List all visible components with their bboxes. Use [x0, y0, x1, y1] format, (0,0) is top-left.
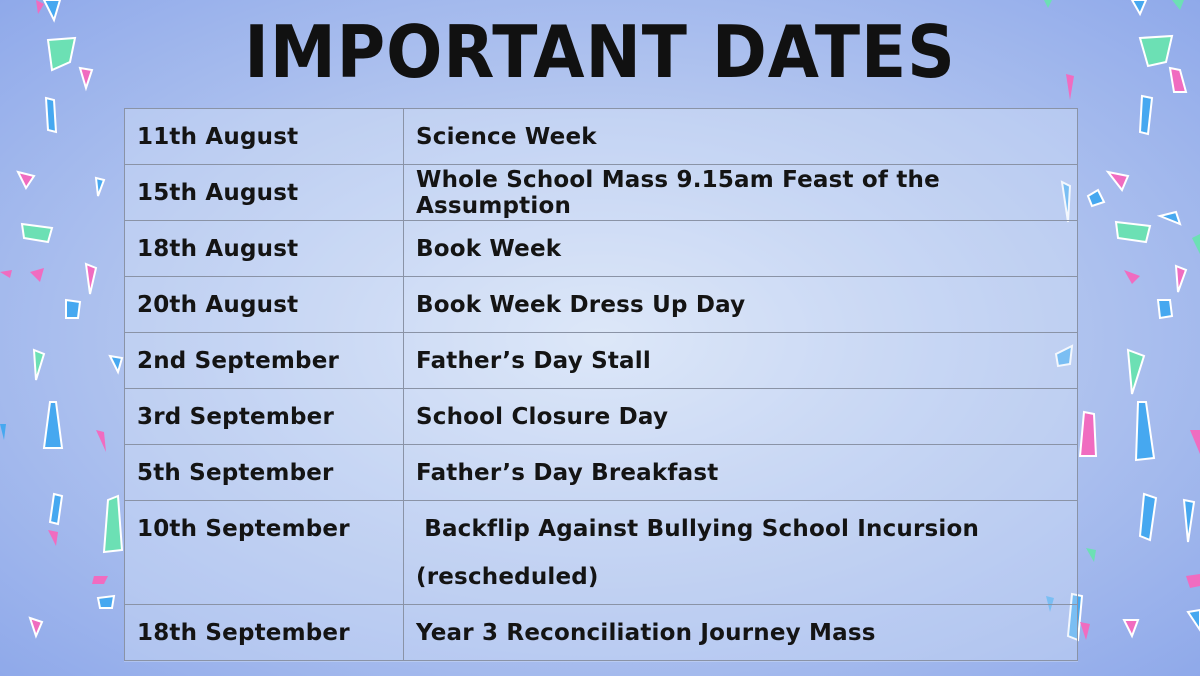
date-cell: 10th September [125, 501, 404, 605]
date-cell: 5th September [125, 445, 404, 501]
event-cell: School Closure Day [404, 389, 1078, 445]
event-cell: Father’s Day Breakfast [404, 445, 1078, 501]
date-cell: 3rd September [125, 389, 404, 445]
table-row [125, 165, 1078, 221]
event-cell: Book Week [404, 221, 1078, 277]
date-cell: 11th August [125, 109, 404, 165]
table-row [125, 109, 1078, 165]
dates-table [124, 108, 1078, 661]
event-cell: Backflip Against Bullying School Incursion (rescheduled) [404, 501, 1078, 605]
table-row [125, 605, 1078, 661]
date-cell: 15th August [125, 165, 404, 221]
date-cell: 20th August [125, 277, 404, 333]
event-cell: Whole School Mass 9.15am Feast of the Assumption [404, 165, 1078, 221]
event-cell: Father’s Day Stall [404, 333, 1078, 389]
table-row [125, 333, 1078, 389]
date-cell: 2nd September [125, 333, 404, 389]
date-cell: 18th September [125, 605, 404, 661]
event-cell: Year 3 Reconciliation Journey Mass [404, 605, 1078, 661]
table-row [125, 221, 1078, 277]
table-row [125, 389, 1078, 445]
event-cell: Book Week Dress Up Day [404, 277, 1078, 333]
table-row [125, 445, 1078, 501]
page-title: IMPORTANT DATES [244, 10, 956, 94]
table-row [125, 501, 1078, 605]
dates-table-container [124, 108, 1078, 662]
table-row [125, 277, 1078, 333]
date-cell: 18th August [125, 221, 404, 277]
event-cell: Science Week [404, 109, 1078, 165]
